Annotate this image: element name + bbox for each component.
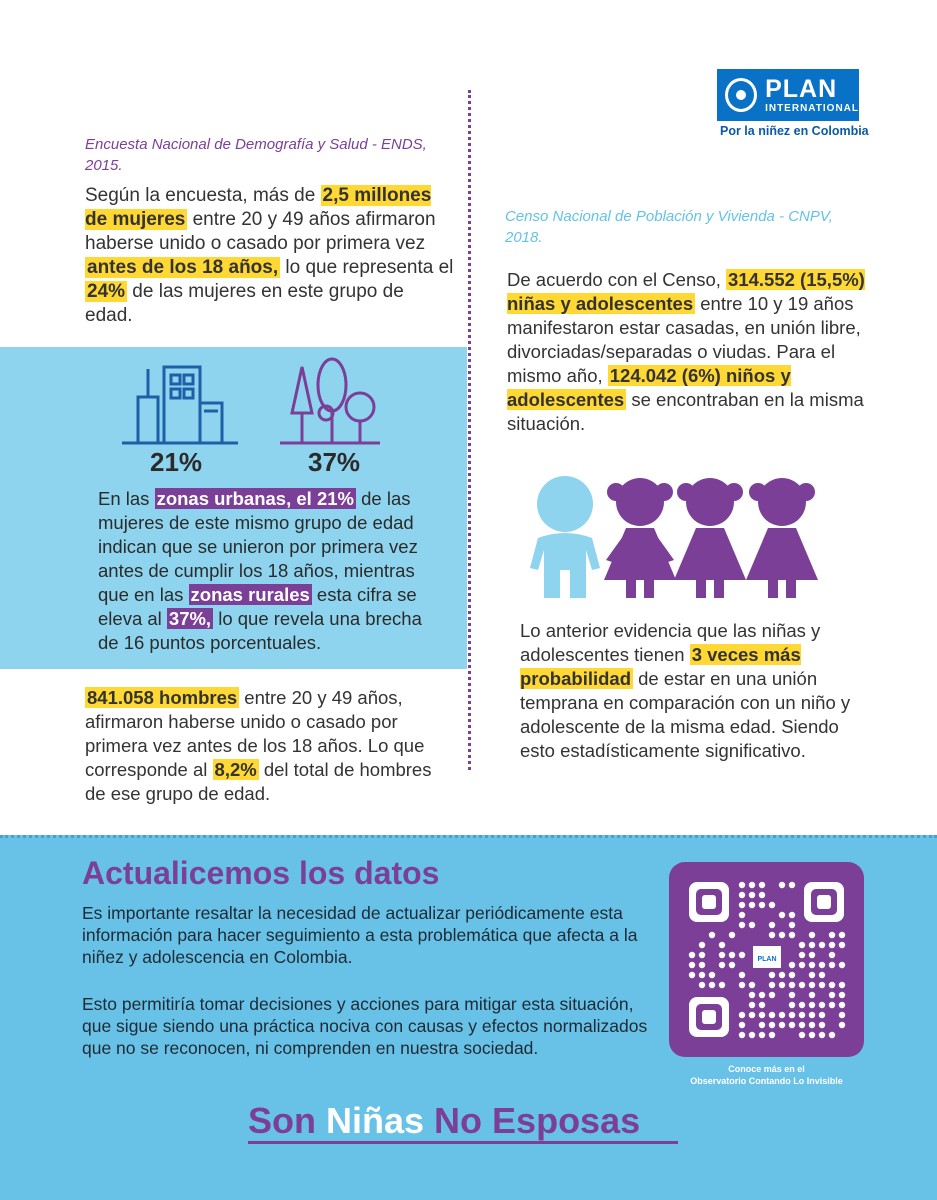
- qr-dot: [739, 982, 745, 988]
- qr-dot: [699, 962, 705, 968]
- qr-dot: [749, 982, 755, 988]
- text: lo que revela una brecha de 16 puntos porcentuales.: [98, 608, 422, 653]
- qr-dot: [809, 952, 815, 958]
- qr-dot: [819, 1022, 825, 1028]
- qr-dot: [789, 982, 795, 988]
- qr-dot: [799, 962, 805, 968]
- rural-percent: 37%: [308, 447, 361, 477]
- census-paragraph: [507, 268, 867, 436]
- qr-dot: [749, 1012, 755, 1018]
- qr-dot: [709, 972, 715, 978]
- qr-dot: [769, 1012, 775, 1018]
- qr-dot: [739, 1022, 745, 1028]
- girl-icon: [674, 478, 746, 598]
- qr-dot: [789, 1012, 795, 1018]
- qr-dot: [729, 952, 735, 958]
- text: de las mujeres en este grupo de edad.: [85, 281, 404, 326]
- logo-name: PLAN: [765, 74, 838, 103]
- qr-dot: [829, 1002, 835, 1008]
- urban-rural-icons: [120, 357, 380, 447]
- qr-dot: [709, 932, 715, 938]
- qr-dot: [809, 982, 815, 988]
- highlight: 3 veces más probabilidad: [520, 644, 801, 689]
- qr-dot: [829, 932, 835, 938]
- source-ends: Encuesta Nacional de Demografía y Salud - ENDS, 2015.: [85, 136, 427, 174]
- qr-dot: [809, 942, 815, 948]
- update-paragraph-1: Es importante resaltar la necesidad de actualizar periódicamente esta información para hacer seguimiento a esta problemática que afecta a la niñez y adolescencia en Colombia.: [82, 903, 638, 967]
- qr-caption: [669, 1063, 864, 1087]
- qr-logo-text: PLAN: [757, 956, 777, 963]
- qr-dot: [789, 1002, 795, 1008]
- qr-dot: [749, 922, 755, 928]
- column-divider: [468, 90, 471, 770]
- men-paragraph: [85, 686, 455, 806]
- qr-dot: [779, 882, 785, 888]
- tagline-underline: [248, 1141, 678, 1144]
- probability-paragraph: [520, 619, 870, 763]
- qr-dot: [739, 892, 745, 898]
- qr-dot: [829, 982, 835, 988]
- text: Lo anterior evidencia que las niñas y adolescentes tienen: [520, 620, 821, 665]
- qr-dot: [699, 982, 705, 988]
- text: entre 20 y 49 años afirmaron haberse unido o casado por primera vez: [85, 209, 436, 254]
- qr-dot: [799, 1032, 805, 1038]
- qr-dot: [689, 972, 695, 978]
- qr-dot: [829, 992, 835, 998]
- qr-dot: [749, 892, 755, 898]
- qr-caption-line: Observatorio Contando Lo Invisible: [690, 1076, 843, 1086]
- highlight: zonas urbanas, el 21%: [156, 488, 354, 509]
- qr-dot: [809, 1022, 815, 1028]
- qr-dot: [739, 902, 745, 908]
- qr-dot: [769, 992, 775, 998]
- text: de estar en una unión temprana en comparación con un niño y adolescente de la misma edad. Siendo esto estadísticamente significativo.: [520, 668, 851, 761]
- highlight: 841.058 hombres: [87, 687, 238, 708]
- qr-dot: [799, 942, 805, 948]
- qr-dot: [699, 972, 705, 978]
- qr-dot: [769, 922, 775, 928]
- qr-dot: [769, 902, 775, 908]
- buildings-icon: [122, 367, 238, 443]
- plan-logo: [717, 69, 859, 121]
- qr-dot: [769, 1022, 775, 1028]
- qr-dot: [699, 942, 705, 948]
- text: se encontraban en la misma situación.: [507, 389, 864, 434]
- text: entre 10 y 19 años manifestaron estar casadas, en unión libre, divorciadas/separadas o viudas. Para el mismo año,: [507, 293, 861, 386]
- qr-dot: [819, 1002, 825, 1008]
- qr-dot: [839, 1012, 845, 1018]
- qr-dot: [829, 1032, 835, 1038]
- highlight: 8,2%: [214, 759, 257, 780]
- qr-dot: [769, 972, 775, 978]
- qr-dot: [759, 902, 765, 908]
- qr-dot: [839, 932, 845, 938]
- qr-dot: [809, 1002, 815, 1008]
- qr-dot: [699, 952, 705, 958]
- qr-dot: [799, 1022, 805, 1028]
- qr-dot: [739, 1012, 745, 1018]
- text: De acuerdo con el Censo,: [507, 269, 727, 290]
- qr-dot: [759, 1022, 765, 1028]
- qr-dot: [719, 982, 725, 988]
- qr-code-icon[interactable]: [669, 862, 864, 1057]
- trees-icon: [280, 359, 380, 443]
- girl-icon: [746, 478, 818, 598]
- tagline-word: No Esposas: [424, 1100, 641, 1141]
- qr-dot: [819, 962, 825, 968]
- qr-dot: [789, 922, 795, 928]
- qr-dot: [749, 1002, 755, 1008]
- qr-dot: [759, 892, 765, 898]
- qr-dot: [749, 902, 755, 908]
- section-heading: Actualicemos los datos: [82, 855, 440, 891]
- qr-dot: [719, 962, 725, 968]
- qr-dot: [839, 992, 845, 998]
- text: En las: [98, 488, 155, 509]
- qr-dot: [779, 1012, 785, 1018]
- qr-dot: [809, 962, 815, 968]
- qr-dot: [799, 1002, 805, 1008]
- qr-dot: [839, 1002, 845, 1008]
- qr-dot: [759, 882, 765, 888]
- qr-dot: [809, 972, 815, 978]
- boy-icon: [530, 476, 600, 598]
- logo-sub: INTERNATIONAL: [765, 102, 859, 114]
- logo-tagline: Por la niñez en Colombia: [720, 124, 869, 138]
- qr-dot: [789, 992, 795, 998]
- text: del total de hombres de ese grupo de edad.: [85, 759, 432, 804]
- qr-dot: [689, 962, 695, 968]
- qr-dot: [779, 972, 785, 978]
- text: entre 20 y 49 años, afirmaron haberse unido o casado por primera vez antes de los 18 años. Lo que corresponde al: [85, 687, 425, 780]
- ends-paragraph: [85, 184, 455, 328]
- qr-dot: [789, 962, 795, 968]
- qr-dot: [809, 932, 815, 938]
- highlight: 24%: [87, 281, 126, 302]
- qr-dot: [829, 942, 835, 948]
- qr-dot: [769, 982, 775, 988]
- qr-dot: [759, 1032, 765, 1038]
- qr-dot: [749, 882, 755, 888]
- qr-dot: [739, 952, 745, 958]
- tagline-word: Niñas: [326, 1100, 425, 1141]
- tagline-word: Son: [248, 1100, 326, 1141]
- highlight: 124.042 (6%) niños y adolescentes: [507, 365, 791, 410]
- qr-dot: [819, 972, 825, 978]
- highlight: antes de los 18 años,: [87, 257, 279, 278]
- plan-logo-icon: [725, 78, 757, 112]
- qr-dot: [719, 952, 725, 958]
- qr-card[interactable]: [669, 862, 864, 1057]
- qr-dot: [759, 1002, 765, 1008]
- qr-dot: [779, 912, 785, 918]
- qr-dot: [689, 952, 695, 958]
- qr-dot: [749, 992, 755, 998]
- qr-dot: [759, 992, 765, 998]
- qr-dot: [789, 1022, 795, 1028]
- qr-dot: [839, 982, 845, 988]
- text: esta cifra se eleva al: [98, 584, 417, 629]
- qr-dot: [739, 922, 745, 928]
- qr-dot: [809, 1012, 815, 1018]
- qr-dot: [779, 932, 785, 938]
- qr-dot: [839, 962, 845, 968]
- girl-icon: [604, 478, 676, 598]
- qr-dot: [749, 1032, 755, 1038]
- text: de las mujeres de este mismo grupo de edad indican que se unieron por primera vez antes de cumplir los 18 años, mientras que en las: [98, 488, 418, 605]
- qr-dot: [769, 932, 775, 938]
- text: lo que representa el: [280, 257, 454, 278]
- qr-dot: [819, 942, 825, 948]
- qr-dot: [789, 972, 795, 978]
- qr-dot: [839, 1022, 845, 1028]
- qr-dot: [739, 1032, 745, 1038]
- qr-dot: [829, 952, 835, 958]
- qr-dot: [739, 912, 745, 918]
- qr-dot: [809, 1032, 815, 1038]
- qr-dot: [819, 982, 825, 988]
- qr-dot: [819, 1012, 825, 1018]
- qr-caption-line: Conoce más en el: [728, 1064, 805, 1074]
- qr-dot: [769, 1032, 775, 1038]
- highlight: 314.552 (15,5%) niñas y adolescentes: [507, 269, 865, 314]
- qr-dot: [779, 982, 785, 988]
- qr-dot: [719, 942, 725, 948]
- qr-dot: [739, 882, 745, 888]
- qr-dot: [789, 912, 795, 918]
- campaign-tagline: [248, 1100, 640, 1142]
- highlight: 37%,: [168, 608, 212, 629]
- qr-dot: [789, 932, 795, 938]
- update-paragraph-2: Esto permitiría tomar decisiones y acciones para mitigar esta situación, que sigue siendo una práctica nociva con causas y efectos normalizados que no se reconocen, ni comprenden en nuestra sociedad.: [82, 994, 648, 1058]
- qr-dot: [819, 1032, 825, 1038]
- qr-dot: [779, 1022, 785, 1028]
- qr-dot: [809, 992, 815, 998]
- highlight: zonas rurales: [190, 584, 310, 605]
- qr-dot: [799, 1012, 805, 1018]
- qr-dot: [799, 982, 805, 988]
- highlight: 2,5 millones de mujeres: [85, 185, 432, 230]
- source-cnpv: Censo Nacional de Población y Vivienda - CNPV, 2018.: [505, 208, 833, 246]
- text: Según la encuesta, más de: [85, 185, 321, 206]
- qr-dot: [839, 942, 845, 948]
- qr-dot: [729, 932, 735, 938]
- urban-rural-paragraph: [98, 487, 443, 655]
- children-illustration: [520, 470, 830, 600]
- qr-dot: [799, 952, 805, 958]
- qr-dot: [759, 1012, 765, 1018]
- qr-dot: [729, 962, 735, 968]
- urban-percent: 21%: [150, 447, 203, 477]
- qr-dot: [789, 882, 795, 888]
- qr-dot: [829, 962, 835, 968]
- qr-dot: [739, 972, 745, 978]
- qr-dot: [709, 982, 715, 988]
